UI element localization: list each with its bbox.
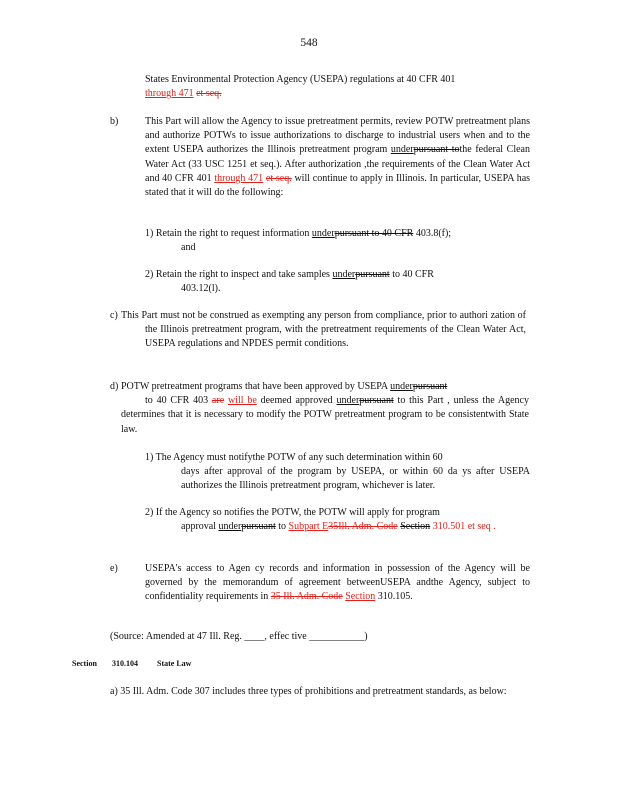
section-number: 310.104 (112, 659, 138, 668)
d2-inserted-under: under (218, 521, 242, 533)
b2-citation: 403.12(l). (181, 283, 221, 295)
label-c: c) (110, 310, 118, 321)
e-text-1: USEPA's access to Agen cy records and information in possession of the Agency will be governed by the memorandum of agreement betweenUSEPA andthe Agency, subject to confidentiality requirements in (145, 563, 530, 603)
d2-text-1: 2) If the Agency so notifies the POTW, the POTW will apply for program (145, 507, 440, 518)
b-item-1 (145, 227, 525, 255)
b2-inserted-under: under (332, 269, 356, 280)
d2-section-number: 310.501 et seq (432, 521, 491, 533)
d-deleted-pursuant: pursuant (412, 381, 448, 392)
d2-text-2: approval (181, 521, 219, 533)
b-inserted-through: through 471 (214, 172, 264, 184)
paragraph-a-continuation (145, 73, 525, 101)
d2-period: . (490, 521, 496, 533)
d2-deleted-35: 35 (328, 521, 339, 533)
d-deleted-pursuant-2: pursuant (359, 395, 394, 407)
section-word: Section (72, 659, 97, 668)
b-text-2: the federal Clean Water Act (33 USC 1251 et seq.). After authorization ,the requirements of the Clean Water Act and 40 CFR 401 (145, 144, 530, 184)
e-text-2: 310.105. (375, 591, 413, 603)
d-inserted-under-2: under (336, 395, 360, 407)
c-text: This Part must not be construed as exempting any person from compliance, prior to authori zation of the Illinois pretreatment program, with the pretreatment requirements of the Clean Water Act, USEPA regulations and NPDES permit conditions. (121, 310, 526, 350)
page-number: 548 (300, 37, 318, 49)
d1-text-2: days after approval of the program by USEPA, or within 60 da ys after USEPA authorizes the Illinois pretreatment program, whichever is later. (181, 466, 530, 492)
d2-deleted-section: Section (400, 521, 431, 533)
d-item-2 (145, 506, 537, 534)
d-text-4: to this Part , unless the Agency determines that it is necessary to modify the POTW pretreatment program to be consistentwith State law. (121, 395, 529, 435)
e-inserted-section: Section (345, 591, 376, 603)
b2-text-2: to 40 CFR (389, 269, 434, 280)
b2-text: 2) Retain the right to inspect and take samples (145, 269, 333, 280)
label-next-a: a) (110, 686, 118, 697)
b-inserted-under: under (390, 144, 414, 156)
b-deleted-et-seq: et seq. (265, 172, 292, 184)
next-a-text: 35 Ill. Adm. Code 307 includes three types of prohibitions and pretreatment standards, as below: (120, 686, 507, 697)
source-note: (Source: Amended at 47 Ill. Reg. ____, effec tive ___________) (110, 631, 368, 642)
paragraph-next-a (110, 685, 510, 699)
section-title: State Law (157, 659, 192, 668)
d-deleted-are: are (211, 395, 225, 407)
d2-text-3: to (275, 521, 289, 533)
b-deleted-pursuant: pursuant to (413, 144, 460, 156)
paragraph-e (145, 562, 530, 605)
a-line1: States Environmental Protection Agency (USEPA) regulations at 40 CFR 401 (145, 74, 456, 85)
d-text-3: deemed approved (256, 395, 337, 407)
paragraph-c-text (121, 309, 526, 352)
d2-deleted-pursuant: pursuant (241, 521, 276, 533)
b1-deleted: pursuant to 40 CFR (334, 228, 414, 239)
d-item-1 (145, 451, 530, 494)
deleted-et-seq: et seq. (196, 88, 222, 100)
label-d: d) (110, 381, 119, 392)
b-item-2 (145, 268, 525, 296)
d2-inserted-subpart: Subpart E (288, 521, 329, 533)
d-inserted-will-be: will be (227, 395, 257, 407)
b-text-1: This Part will allow the Agency to issue pretreatment permits, review POTW pretreatment plans and authorize POTWs to issue authorizations to discharge to industrial users when and to the extent USEPA authorizes the Illinois pretreatment program (145, 116, 530, 156)
b1-text-2: 403.8(f); (413, 228, 452, 239)
d2-deleted-ill-adm-code: Ill. Adm. Code (338, 521, 398, 533)
d-text-1: POTW pretreatment programs that have been approved by USEPA (121, 381, 391, 392)
b1-inserted-under: under (311, 228, 335, 239)
paragraph-d (121, 380, 529, 437)
label-b: b) (110, 116, 119, 127)
label-e: e) (110, 563, 118, 574)
d-text-2: to 40 CFR 403 (145, 395, 212, 407)
b1-and: and (181, 242, 196, 254)
b1-text: 1) Retain the right to request information (145, 228, 312, 239)
e-deleted-ill-adm-code: 35 Ill. Adm. Code (270, 591, 343, 603)
b2-deleted: pursuant (355, 269, 390, 280)
d-inserted-under: under (390, 381, 413, 392)
paragraph-b (145, 115, 530, 200)
d1-text-1: 1) The Agency must notifythe POTW of any such determination within 60 (145, 452, 443, 463)
inserted-through: through 471 (145, 88, 194, 100)
b-text-3: will continue to apply in Illinois. In particular, USEPA has stated that it will do the following: (145, 172, 531, 199)
